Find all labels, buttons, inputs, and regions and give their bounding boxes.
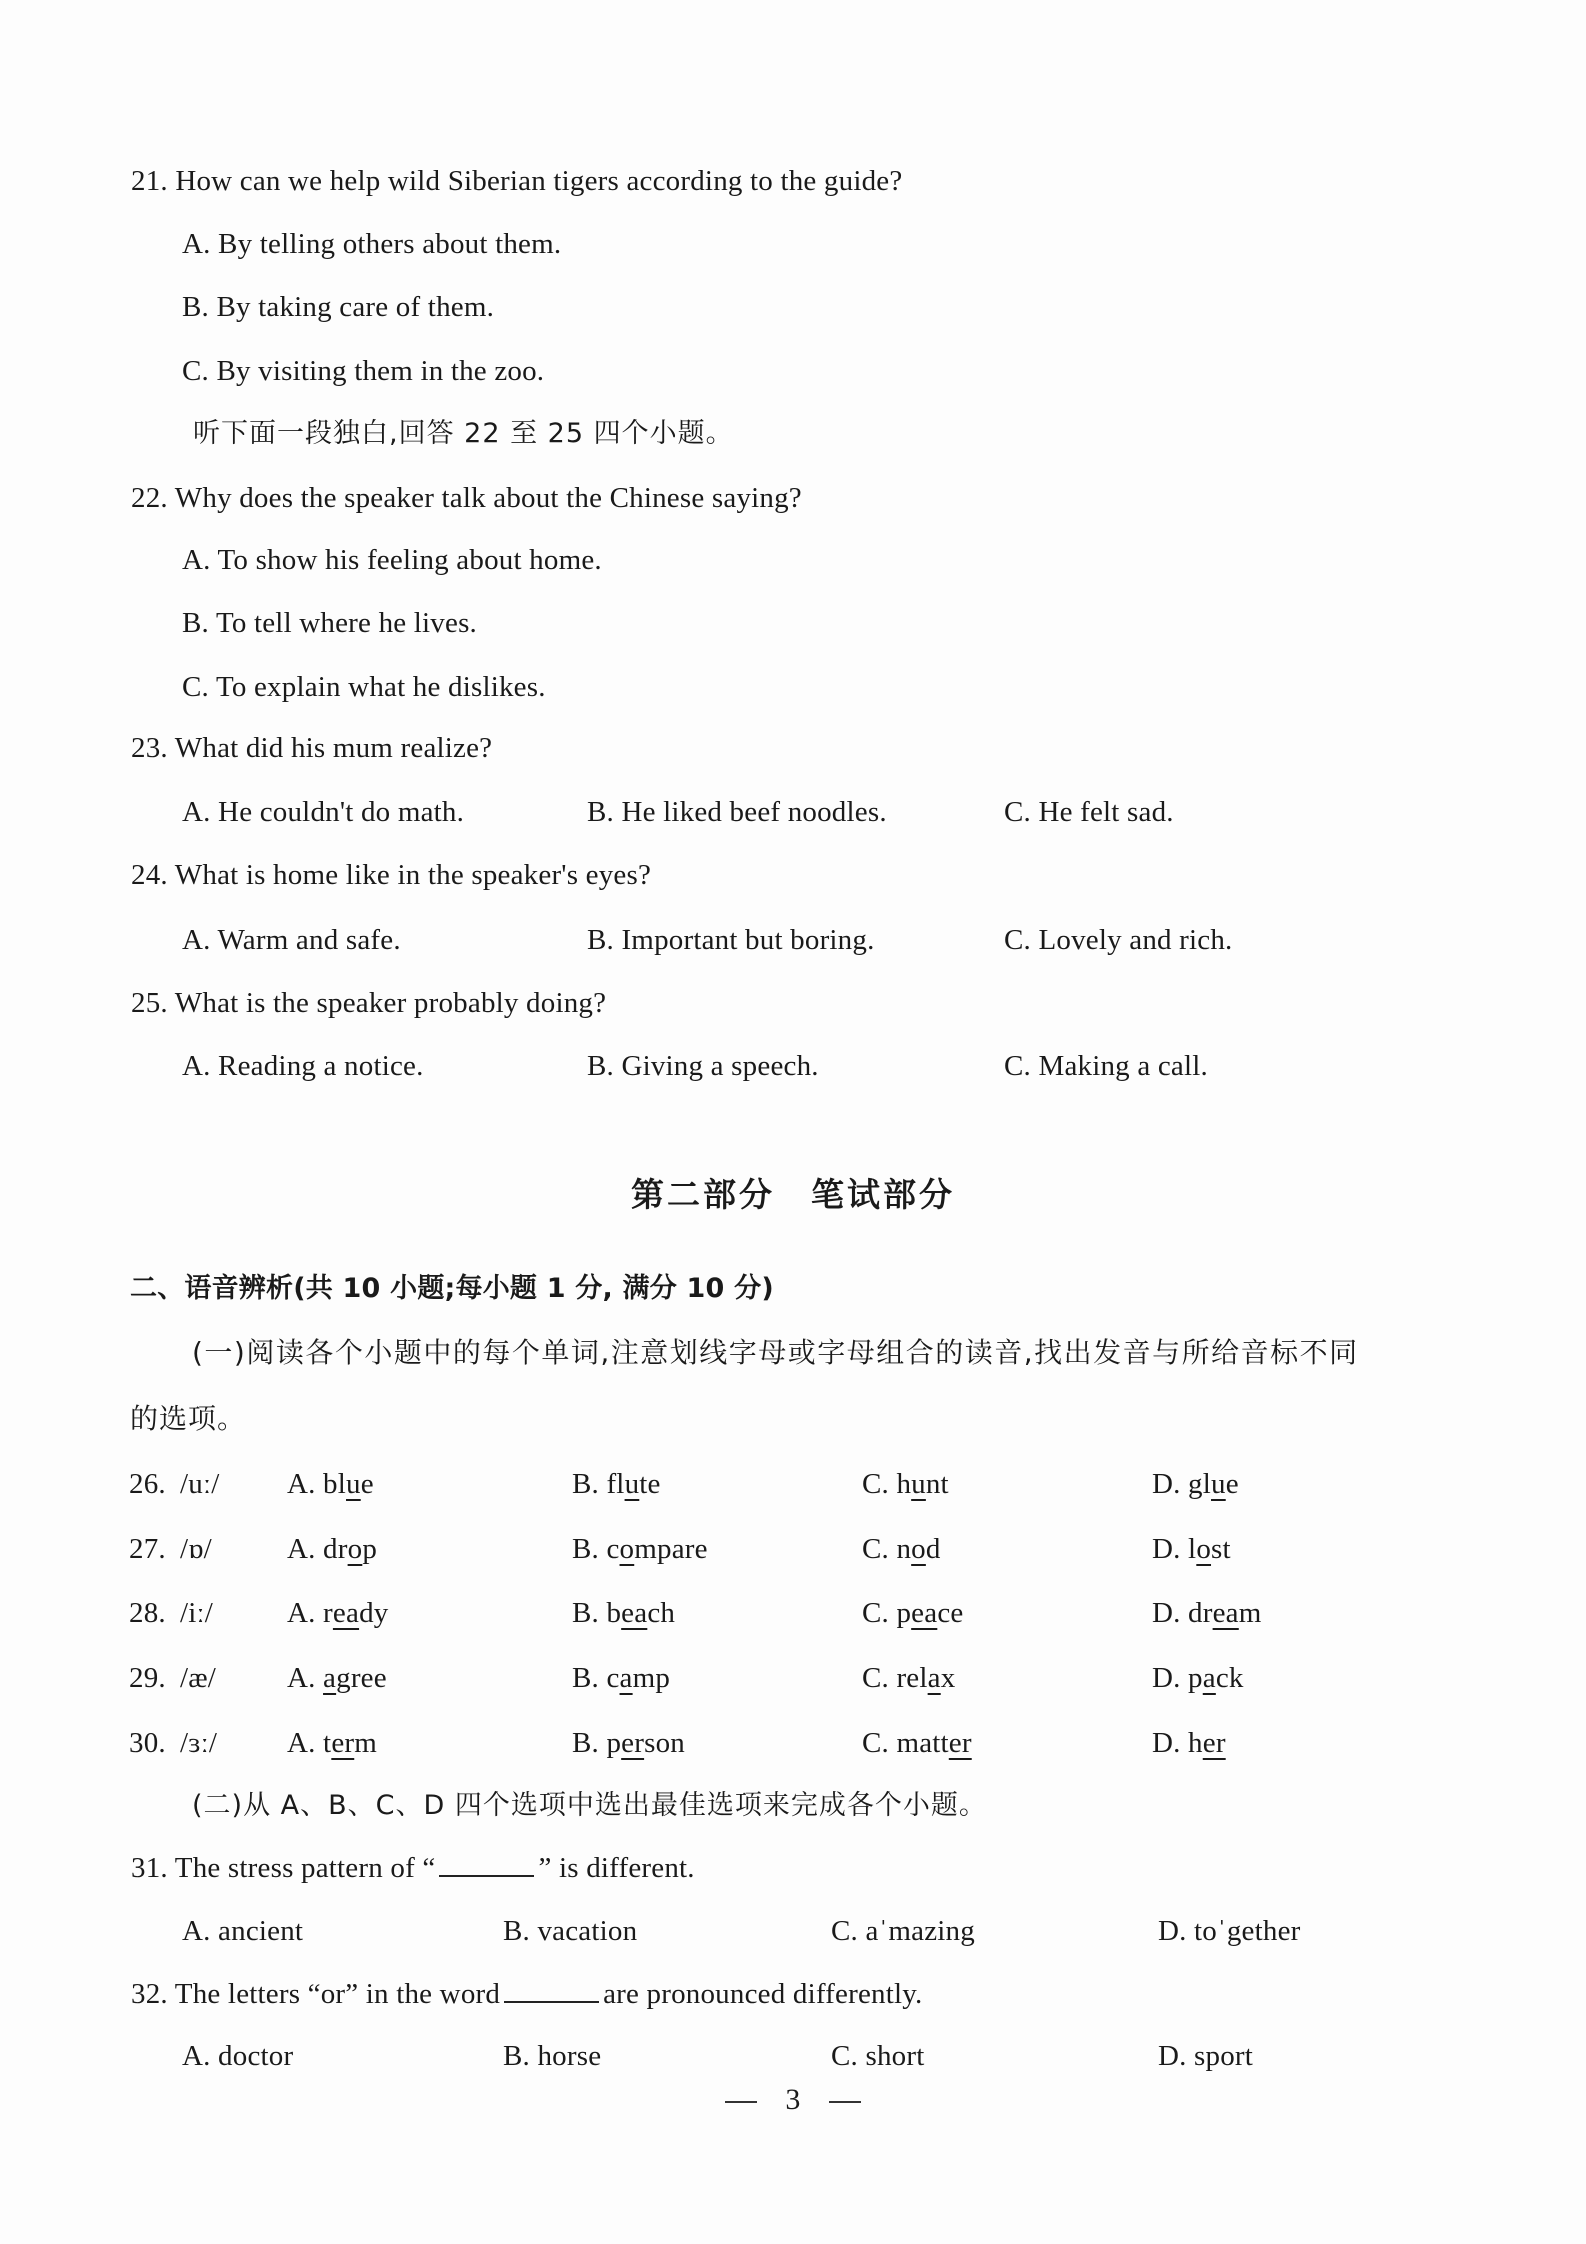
option-25-b[interactable] [587,1046,819,1086]
answer-blank[interactable] [439,1849,534,1877]
options-row-24 [0,920,1586,960]
question-number: 25. [131,987,168,1019]
option-label: D. [1152,1468,1181,1500]
option-30-c[interactable] [862,1723,972,1763]
question-number: 22. [131,482,168,514]
option-label: B. [572,1662,599,1694]
underlined-letters: a [323,1662,337,1694]
option-25-c[interactable] [1004,1046,1208,1086]
option-text: To show his feeling about home. [217,544,602,576]
word-part: son [644,1727,685,1759]
option-text: Warm and safe. [217,924,401,956]
question-number: 23. [131,732,168,764]
option-label: D. [1152,1662,1181,1694]
question-number: 26. [129,1468,166,1500]
word-part: h [1188,1727,1203,1759]
option-text: By taking care of them. [216,291,495,323]
word-part: ce [937,1597,964,1629]
option-word [1188,1662,1244,1694]
option-label: A. [287,1597,316,1629]
phonetics-row [0,1658,1586,1698]
question-21 [131,161,902,201]
option-word [606,1597,675,1629]
option-32-b[interactable] [503,2036,601,2076]
option-word [606,1533,707,1565]
question-number: 27. [129,1533,166,1565]
option-word [606,1468,660,1500]
word-part: gree [336,1662,387,1694]
section-heading: 二、语音辨析(共 10 小题;每小题 1 分, 满分 10 分) [130,1273,774,1304]
option-32-d[interactable] [1158,2036,1253,2076]
option-29-a[interactable] [287,1658,387,1698]
sub1-instruction-line2: 的选项。 [130,1402,247,1435]
option-word [323,1533,377,1565]
phonetic-symbol: /uː/ [180,1468,220,1500]
option-26-b[interactable] [572,1464,661,1504]
question-31 [131,1848,695,1888]
option-24-b[interactable] [587,920,875,960]
word-part: dr [1188,1597,1213,1629]
option-21-b[interactable] [182,287,494,327]
options-row-23 [0,792,1586,832]
option-label: C. [831,2040,858,2072]
word-part: p [1188,1662,1203,1694]
question-number: 32. [131,1978,168,2010]
option-text: Important but boring. [621,924,875,956]
part-two-title: 第二部分 笔试部分 [631,1175,955,1214]
underlined-letters: o [1196,1533,1212,1565]
option-text: Reading a notice. [218,1050,424,1082]
option-label: C. [862,1597,889,1629]
option-31-d[interactable] [1158,1911,1301,1951]
option-label: B. [587,1050,614,1082]
question-text-after: ” is different. [538,1852,695,1884]
option-label: B. [587,924,614,956]
option-27-b[interactable] [572,1529,708,1569]
word-part: c [606,1662,620,1694]
page-number: 3 [785,2083,801,2116]
option-30-d[interactable] [1152,1723,1226,1763]
option-text: Giving a speech. [621,1050,819,1082]
option-label: A. [182,924,211,956]
option-label: C. [831,1915,858,1947]
underlined-letters: ea [911,1597,938,1629]
option-label: A. [182,228,211,260]
word-part: ck [1215,1662,1244,1694]
underlined-letters: o [347,1533,363,1565]
option-27-a[interactable] [287,1529,377,1569]
option-text: sport [1194,2040,1254,2072]
question-24 [131,855,651,895]
option-23-b[interactable] [587,792,887,832]
option-28-d[interactable] [1152,1593,1262,1633]
option-30-b[interactable] [572,1723,685,1763]
option-label: A. [287,1727,316,1759]
option-word [896,1727,971,1759]
phonetic-symbol: /ɒ/ [180,1533,212,1565]
word-part: x [940,1662,956,1694]
option-text: Lovely and rich. [1038,924,1233,956]
option-word [606,1727,685,1759]
word-part: p [362,1533,378,1565]
word-part: e [360,1468,374,1500]
underlined-letters: ea [1212,1597,1239,1629]
option-label: D. [1152,1727,1181,1759]
option-word [323,1597,388,1629]
word-part: ch [647,1597,676,1629]
option-label: A. [182,2040,211,2072]
option-word [1188,1533,1231,1565]
phonetics-row [0,1464,1586,1504]
word-part: dy [359,1597,389,1629]
option-30-a[interactable] [287,1723,377,1763]
underlined-letters: ea [621,1597,648,1629]
dash-left [725,2101,757,2103]
option-text: short [865,2040,925,2072]
option-label: C. [862,1727,889,1759]
option-word [323,1662,387,1694]
option-label: C. [182,671,209,703]
question-22 [131,478,802,518]
option-label: A. [182,1915,211,1947]
question-number: 28. [129,1597,166,1629]
word-part: c [606,1533,620,1565]
option-text: vacation [537,1915,638,1947]
underlined-letters: a [927,1662,941,1694]
word-part: r [323,1597,333,1629]
underlined-letters: u [1211,1468,1226,1500]
dash-right [829,2101,861,2103]
word-part: m [354,1727,378,1759]
option-label: C. [862,1533,889,1565]
question-number: 29. [129,1662,166,1694]
option-26-d[interactable] [1152,1464,1239,1504]
underlined-letters: ea [332,1597,360,1629]
option-text: aˈmazing [865,1915,975,1947]
underlined-letters: o [911,1533,926,1565]
option-text: By telling others about them. [218,228,562,260]
option-27-d[interactable] [1152,1529,1231,1569]
option-29-d[interactable] [1152,1658,1244,1698]
page-footer [0,2080,1586,2120]
word-part: matt [896,1727,949,1759]
sub2-instruction: (二)从 A、B、C、D 四个选项中选出最佳选项来完成各个小题。 [192,1790,987,1821]
option-word [606,1662,670,1694]
option-text: By visiting them in the zoo. [216,355,545,387]
word-part: st [1211,1533,1231,1565]
option-label: A. [182,1050,211,1082]
option-29-c[interactable] [862,1658,955,1698]
underlined-letters: o [619,1533,635,1565]
option-26-c[interactable] [862,1464,949,1504]
question-32 [131,1974,923,2014]
option-label: B. [182,291,209,323]
option-24-c[interactable] [1004,920,1233,960]
question-text: What is the speaker probably doing? [174,987,607,1019]
option-word [896,1662,955,1694]
underlined-letters: er [948,1727,972,1759]
question-number: 31. [131,1852,168,1884]
word-part: d [925,1533,941,1565]
option-text: horse [537,2040,602,2072]
question-text: What did his mum realize? [174,732,493,764]
option-22-c[interactable] [182,667,546,707]
word-part: dr [323,1533,348,1565]
option-word [1188,1597,1261,1629]
question-text-after: are pronounced differently. [603,1978,923,2010]
option-label: C. [1004,796,1031,828]
question-text: Why does the speaker talk about the Chinese saying? [174,482,802,514]
option-label: C. [1004,1050,1031,1082]
option-word [1188,1468,1239,1500]
word-part: n [896,1533,912,1565]
sub1-instruction-line1: (一)阅读各个小题中的每个单词,注意划线字母或字母组合的读音,找出发音与所给音标不同 [192,1336,1359,1369]
word-part: p [606,1727,622,1759]
option-25-a[interactable] [182,1046,424,1086]
word-part: m [1238,1597,1262,1629]
option-27-c[interactable] [862,1529,941,1569]
option-text: He liked beef noodles. [621,796,887,828]
options-row-31 [0,1911,1586,1951]
question-number: 30. [129,1727,166,1759]
option-24-a[interactable] [182,920,401,960]
option-text: To explain what he dislikes. [215,671,546,703]
underlined-letters: u [346,1468,361,1500]
option-22-b[interactable] [182,603,477,643]
word-part: p [896,1597,912,1629]
option-29-b[interactable] [572,1658,670,1698]
option-28-b[interactable] [572,1593,675,1633]
underlined-letters: u [624,1468,640,1500]
options-row-32 [0,2036,1586,2076]
option-label: D. [1152,1533,1181,1565]
option-word [896,1533,940,1565]
word-part: e [1225,1468,1239,1500]
option-word [1188,1727,1226,1759]
question-23 [131,728,492,768]
option-31-c[interactable] [831,1911,975,1951]
option-text: He felt sad. [1038,796,1174,828]
word-part: h [896,1468,912,1500]
word-part: nt [925,1468,949,1500]
option-label: A. [287,1468,316,1500]
phonetics-row [0,1529,1586,1569]
word-part: mp [632,1662,671,1694]
option-21-a[interactable] [182,224,561,264]
option-word [323,1468,374,1500]
question-number: 21. [131,165,168,197]
underlined-letters: a [1202,1662,1216,1694]
phonetics-row [0,1593,1586,1633]
option-text: ancient [218,1915,304,1947]
option-21-c[interactable] [182,351,544,391]
option-label: A. [287,1662,316,1694]
option-label: D. [1158,1915,1187,1947]
option-31-a[interactable] [182,1911,303,1951]
question-text: How can we help wild Siberian tigers according to the guide? [175,165,903,197]
option-label: C. [182,355,209,387]
word-part: t [323,1727,332,1759]
option-label: B. [572,1468,599,1500]
option-23-a[interactable] [182,792,464,832]
answer-blank[interactable] [504,1975,599,2003]
word-part: gl [1188,1468,1212,1500]
underlined-letters: er [1202,1727,1226,1759]
option-label: B. [572,1533,599,1565]
question-number: 24. [131,859,168,891]
option-text: He couldn't do math. [218,796,465,828]
option-label: B. [587,796,614,828]
option-label: C. [1004,924,1031,956]
monologue-instruction: 听下面一段独白,回答 22 至 25 四个小题。 [193,418,734,449]
phonetic-symbol: /æ/ [180,1662,217,1694]
underlined-letters: er [621,1727,645,1759]
underlined-letters: u [911,1468,926,1500]
option-text: To tell where he lives. [215,607,478,639]
phonetics-row [0,1723,1586,1763]
option-label: B. [182,607,209,639]
word-part: b [606,1597,622,1629]
option-word [323,1727,377,1759]
option-text: Making a call. [1038,1050,1208,1082]
word-part: fl [606,1468,625,1500]
option-label: D. [1158,2040,1187,2072]
option-label: B. [503,1915,530,1947]
option-32-c[interactable] [831,2036,924,2076]
word-part: bl [323,1468,347,1500]
option-label: B. [503,2040,530,2072]
option-label: C. [862,1662,889,1694]
question-25 [131,983,606,1023]
underlined-letters: er [331,1727,355,1759]
word-part: rel [896,1662,928,1694]
phonetic-symbol: /ɜː/ [180,1727,218,1759]
phonetic-symbol: /iː/ [180,1597,214,1629]
option-label: A. [182,796,211,828]
word-part: mpare [634,1533,708,1565]
option-text: doctor [218,2040,294,2072]
option-22-a[interactable] [182,540,602,580]
option-label: B. [572,1597,599,1629]
question-text-before: The stress pattern of “ [174,1852,436,1884]
options-row-25 [0,1046,1586,1086]
option-23-c[interactable] [1004,792,1174,832]
underlined-letters: a [619,1662,633,1694]
option-31-b[interactable] [503,1911,637,1951]
option-word [896,1597,963,1629]
option-28-a[interactable] [287,1593,388,1633]
word-part: te [639,1468,661,1500]
option-text: toˈgether [1194,1915,1301,1947]
option-word [896,1468,948,1500]
option-28-c[interactable] [862,1593,963,1633]
option-label: A. [182,544,211,576]
option-label: A. [287,1533,316,1565]
word-part: l [1188,1533,1197,1565]
question-text: What is home like in the speaker's eyes? [174,859,652,891]
option-label: C. [862,1468,889,1500]
option-32-a[interactable] [182,2036,293,2076]
option-label: D. [1152,1597,1181,1629]
option-label: B. [572,1727,599,1759]
option-26-a[interactable] [287,1464,374,1504]
question-text-before: The letters “or” in the word [174,1978,501,2010]
